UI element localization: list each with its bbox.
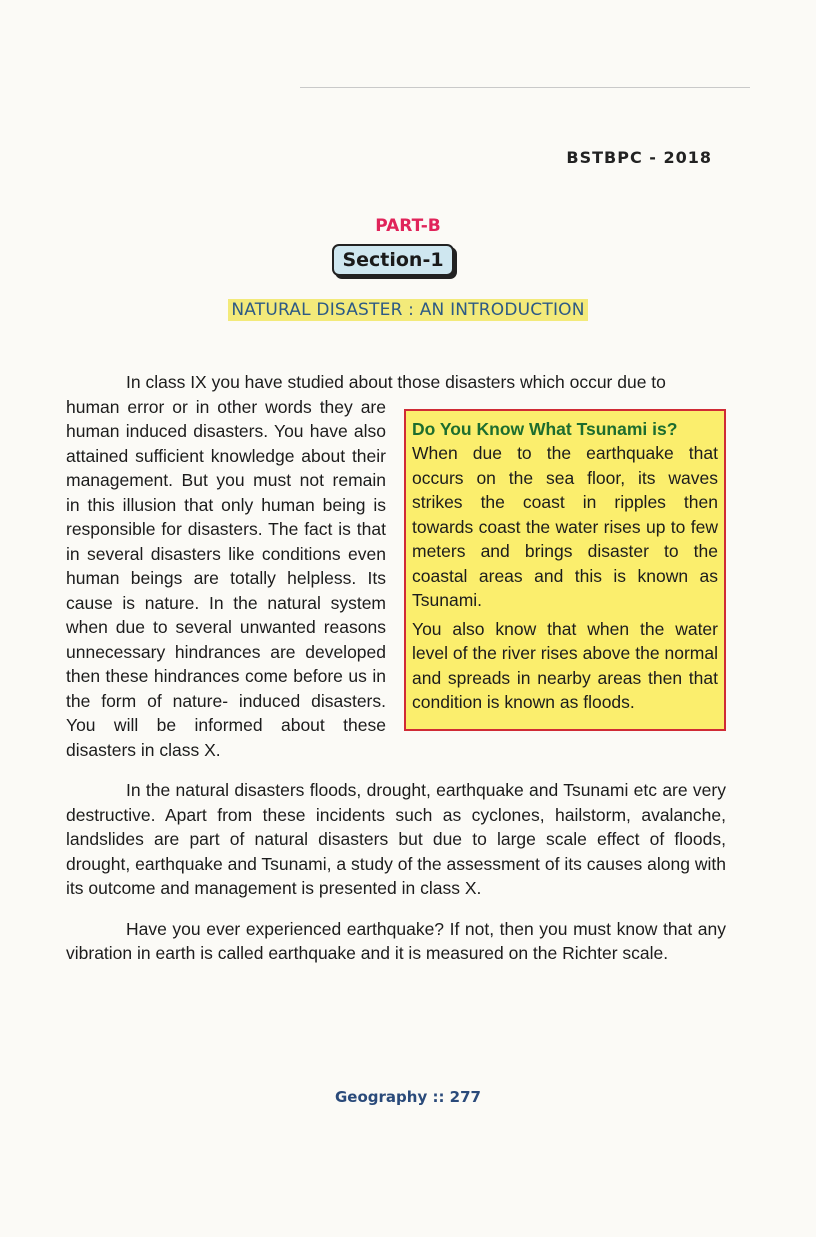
- paragraph-1: human error or in other words they are human induced disasters. You have also attained sufficient knowledge about their management. But you must not remain in this illusion that only human being is responsible for disasters. The fact is that in several disasters like conditions even human beings are totally helpless. Its cause is nature. In the natural system when due to several unwanted reasons unnecessary hindrances are developed then these hindrances come before us in the form of nature- induced disasters. You will be informed about these disasters in class X.: [66, 396, 386, 760]
- chapter-title: [0, 300, 816, 320]
- info-box-title: Do You Know What Tsunami is?: [412, 418, 678, 439]
- info-box: [404, 409, 726, 731]
- part-heading: PART-B: [375, 216, 441, 236]
- info-box-text-floods: You also know that when the water level of the river rises above the normal and spreads in nearby areas then that condition is known as floods.: [412, 618, 718, 712]
- top-rule: [300, 87, 750, 88]
- document-code: BSTBPC - 2018: [566, 148, 712, 167]
- page-footer: Geography :: 277: [335, 1088, 481, 1106]
- info-box-text-tsunami: When due to the earthquake that occurs on the sea floor, its waves strikes the coast in ripples then towards coast the water rises up to few meters and brings disaster to the coastal areas and this is known as Tsunami.: [412, 443, 718, 610]
- paragraph-3: Have you ever experienced earthquake? If not, then you must know that any vibration in earth is called earthquake and it is measured on the Richter scale.: [66, 918, 726, 963]
- section-heading: Section-1: [332, 244, 454, 276]
- chapter-title-text: NATURAL DISASTER : AN INTRODUCTION: [228, 299, 587, 321]
- body-text: [66, 370, 726, 966]
- paragraph-1-lead: In class IX you have studied about those disasters which occur due to: [126, 372, 666, 392]
- paragraph-2: In the natural disasters floods, drought, earthquake and Tsunami etc are very destructive. Apart from these incidents such as cyclones, hailstorm, avalanche, landslides are part of natural disasters but due to large scale effect of floods, drought, earthquake and Tsunami, a study of the assessment of its causes along with its outcome and management is presented in class X.: [66, 780, 726, 898]
